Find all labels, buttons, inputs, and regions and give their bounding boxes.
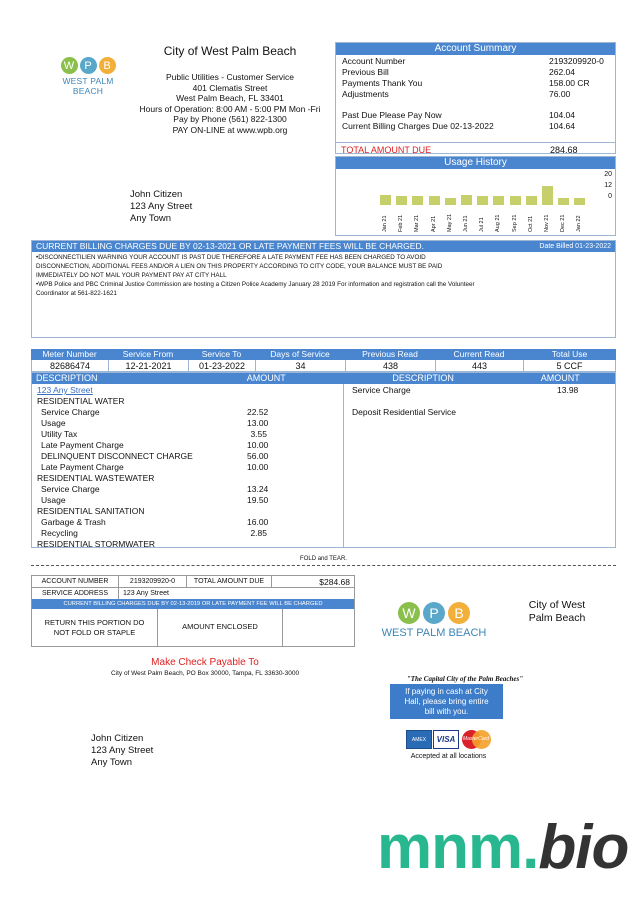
detail-section bbox=[37, 539, 267, 550]
return-portion-text: RETURN THIS PORTION DO NOT FOLD OR STAPLE bbox=[32, 609, 158, 646]
right-deposit-label: Deposit Residential Service bbox=[352, 407, 456, 417]
charge-details bbox=[31, 372, 616, 548]
meter-header: Service From bbox=[122, 349, 174, 359]
usage-month-label: Feb 21 bbox=[398, 214, 405, 232]
header-line: Public Utilities - Customer Service bbox=[165, 72, 294, 82]
fold-label: FOLD and TEAR. bbox=[300, 556, 347, 562]
payment-cards bbox=[406, 730, 492, 749]
notice-line: Coordinator at 561-822-1621 bbox=[36, 290, 117, 297]
payment-stub bbox=[31, 575, 355, 647]
mastercard-icon bbox=[460, 730, 492, 749]
detail-label: RESIDENTIAL WATER bbox=[37, 396, 125, 406]
usage-bar bbox=[412, 196, 423, 205]
detail-row bbox=[37, 495, 267, 506]
logo-text: WEST PALM BEACH bbox=[62, 76, 114, 96]
logo-letter-p: P bbox=[423, 602, 445, 624]
meter-header: Previous Read bbox=[362, 349, 418, 359]
usage-month-label: Jul 21 bbox=[479, 217, 486, 232]
customer-street: 123 Any Street bbox=[91, 745, 154, 756]
customer-street: 123 Any Street bbox=[130, 201, 193, 212]
detail-value: 3.55 bbox=[250, 429, 267, 439]
amount-header-left: AMOUNT bbox=[246, 373, 286, 383]
usage-month-label: Aug 21 bbox=[495, 214, 502, 232]
usage-month-label: May 21 bbox=[446, 213, 453, 232]
amex-card-icon: AMEX bbox=[406, 730, 432, 749]
summary-label: Adjustments bbox=[342, 89, 389, 99]
notice-line: IMMEDIATELY DO NOT MAIL YOUR PAYMENT PAY AT CITY HALL bbox=[36, 272, 227, 279]
detail-label: Recycling bbox=[41, 528, 78, 538]
amount-enclosed-input[interactable] bbox=[283, 609, 354, 646]
right-service-label: Service Charge bbox=[352, 385, 411, 395]
payable-address: City of West Palm Beach, PO Box 30000, Tampa, FL 33630-3000 bbox=[110, 670, 300, 677]
customer-town: Any Town bbox=[130, 213, 172, 224]
detail-rows bbox=[37, 396, 267, 550]
payable-section bbox=[60, 657, 350, 677]
detail-row bbox=[37, 484, 267, 495]
notice-line: DISCONNECTION, ADDITIONAL FEES AND/OR A LIEN ON THIS PROPERTY ACCORDING TO CITY CODE, YOUR BALANCE MUST BE PAID bbox=[36, 263, 443, 270]
detail-label: RESIDENTIAL WASTEWATER bbox=[37, 473, 155, 483]
usage-bar bbox=[477, 196, 488, 205]
watermark-part1: mnm. bbox=[377, 813, 539, 882]
summary-value: 104.64 bbox=[549, 121, 575, 131]
customer-address bbox=[130, 189, 192, 225]
desc-header-left: DESCRIPTION bbox=[36, 373, 98, 383]
detail-value: 56.00 bbox=[247, 451, 269, 461]
meter-table bbox=[31, 349, 616, 372]
watermark bbox=[377, 813, 629, 882]
summary-value: 262.04 bbox=[549, 67, 575, 77]
stub-total-value: $284.68 bbox=[319, 577, 350, 587]
watermark-part2: bio bbox=[538, 813, 629, 882]
detail-value: 10.00 bbox=[247, 440, 269, 450]
detail-value: 13.24 bbox=[247, 484, 269, 494]
meter-header: Meter Number bbox=[42, 349, 97, 359]
usage-bar bbox=[493, 196, 504, 205]
detail-label: RESIDENTIAL SANITATION bbox=[37, 506, 145, 516]
usage-bar bbox=[429, 196, 440, 205]
city-tagline: "The Capital City of the Palm Beaches" bbox=[406, 675, 524, 683]
stub-logo bbox=[380, 602, 488, 639]
notice-line: •WPB Police and PBC Criminal Justice Commission are hosting a Citizen Police Academy January 28 2019 For information and registration call the Volunteer bbox=[36, 281, 475, 288]
desc-header-right: DESCRIPTION bbox=[392, 373, 454, 383]
header-line: Pay by Phone (561) 822-1300 bbox=[173, 114, 287, 124]
summary-label: Payments Thank You bbox=[342, 78, 423, 88]
summary-value: 2193209920-0 bbox=[549, 56, 604, 66]
meter-header: Current Read bbox=[453, 349, 505, 359]
usage-bar bbox=[510, 196, 521, 205]
logo-letter-w: W bbox=[398, 602, 420, 624]
usage-title: Usage History bbox=[336, 157, 615, 169]
summary-label: Past Due Please Pay Now bbox=[342, 110, 442, 120]
service-address-link[interactable]: 123 Any Street bbox=[37, 385, 93, 395]
meter-header: Service To bbox=[201, 349, 242, 359]
right-service-value: 13.98 bbox=[557, 385, 579, 395]
total-due-label: TOTAL AMOUNT DUE bbox=[341, 145, 432, 155]
summary-value: 76.00 bbox=[549, 89, 571, 99]
logo-letter-p: P bbox=[80, 57, 97, 74]
detail-value: 22.52 bbox=[247, 407, 269, 417]
usage-bar bbox=[526, 196, 537, 205]
detail-value: 19.50 bbox=[247, 495, 269, 505]
detail-label: Garbage & Trash bbox=[41, 517, 106, 527]
usage-bar bbox=[542, 186, 553, 206]
detail-label: Late Payment Charge bbox=[41, 440, 124, 450]
stub-service-value: 123 Any Street bbox=[123, 590, 169, 597]
detail-row bbox=[37, 517, 267, 528]
detail-row bbox=[37, 462, 267, 473]
amount-enclosed-label: AMOUNT ENCLOSED bbox=[158, 609, 283, 646]
customer-name: John Citizen bbox=[130, 189, 183, 200]
usage-tick: 20 bbox=[604, 171, 612, 178]
logo-text: WEST PALM BEACH bbox=[381, 627, 487, 639]
detail-value: 16.00 bbox=[247, 517, 269, 527]
usage-bar bbox=[445, 198, 456, 206]
account-summary bbox=[335, 42, 616, 154]
usage-month-label: Dec 21 bbox=[560, 214, 567, 232]
usage-tick: 0 bbox=[608, 193, 612, 200]
payable-title: Make Check Payable To bbox=[151, 657, 259, 668]
billing-notice bbox=[31, 240, 616, 338]
meter-value: 34 bbox=[256, 360, 346, 371]
stub-account-value: 2193209920-0 bbox=[119, 576, 187, 587]
accepted-note: Accepted at all locations bbox=[410, 753, 487, 760]
detail-value bbox=[247, 506, 267, 517]
stub-banner: CURRENT BILLING CHARGES DUE BY 02-13-2019 OR LATE PAYMENT FEE WILL BE CHARGED bbox=[32, 599, 354, 609]
notice-line: •DISCONNECTILIEN WARNING YOUR ACCOUNT IS PAST DUE THEREFORE A LATE PAYMENT FEE HAS BEEN CHARGED TO AVOID bbox=[36, 254, 426, 261]
summary-value: 158.00 CR bbox=[549, 78, 590, 88]
city-logo bbox=[48, 57, 128, 96]
detail-value: 13.00 bbox=[247, 418, 269, 428]
detail-value bbox=[247, 473, 267, 484]
stub-service-label: SERVICE ADDRESS bbox=[32, 588, 119, 599]
usage-bar bbox=[558, 198, 569, 206]
usage-month-label: Nov 21 bbox=[544, 214, 550, 232]
utility-header bbox=[130, 44, 330, 135]
summary-label: Current Billing Charges Due 02-13-2022 bbox=[342, 121, 494, 131]
meter-value: 12-21-2021 bbox=[109, 360, 189, 371]
detail-value: 10.00 bbox=[247, 462, 269, 472]
usage-history bbox=[335, 156, 616, 236]
mastercard-label: MasterCard bbox=[462, 736, 490, 742]
usage-month-label: Jan 22 bbox=[576, 215, 583, 232]
stub-city-name: City of West Palm Beach bbox=[528, 599, 586, 624]
meter-value: 01-23-2022 bbox=[189, 360, 256, 371]
detail-label: Service Charge bbox=[41, 484, 100, 494]
detail-row bbox=[37, 451, 267, 462]
usage-month-label: Sep 21 bbox=[511, 214, 518, 232]
meter-value: 443 bbox=[436, 360, 524, 371]
detail-label: RESIDENTIAL STORMWATER bbox=[37, 539, 156, 549]
detail-section bbox=[37, 506, 267, 517]
detail-label: Service Charge bbox=[41, 407, 100, 417]
summary-value: 104.04 bbox=[549, 110, 575, 120]
usage-month-label: Jan 21 bbox=[382, 215, 388, 232]
usage-month-label: Jun 21 bbox=[463, 215, 469, 232]
meter-value: 5 CCF bbox=[556, 361, 583, 371]
header-line: 401 Clematis Street bbox=[192, 82, 268, 93]
detail-label: Usage bbox=[41, 418, 66, 428]
header-line: West Palm Beach, FL 33401 bbox=[176, 93, 284, 103]
meter-value: 438 bbox=[346, 360, 436, 371]
total-due-row bbox=[335, 142, 616, 157]
detail-value: 2.85 bbox=[250, 528, 267, 538]
meter-value: 82686474 bbox=[32, 360, 109, 371]
summary-title: Account Summary bbox=[336, 43, 615, 55]
meter-header: Total Use bbox=[551, 349, 588, 359]
usage-bar bbox=[396, 196, 407, 205]
customer-town: Any Town bbox=[91, 757, 133, 768]
detail-row bbox=[37, 440, 267, 451]
customer-name: John Citizen bbox=[91, 733, 144, 744]
detail-section bbox=[37, 396, 267, 407]
detail-value bbox=[247, 396, 267, 407]
usage-bar bbox=[380, 195, 391, 206]
notice-header: CURRENT BILLING CHARGES DUE BY 02-13-2021 OR LATE PAYMENT FEES WILL BE CHARGED. bbox=[36, 241, 424, 251]
stub-customer-address bbox=[91, 733, 153, 769]
usage-months bbox=[380, 208, 590, 234]
total-due-value: 284.68 bbox=[550, 145, 578, 155]
fold-line bbox=[31, 565, 616, 566]
detail-label: DELINQUENT DISCONNECT CHARGE bbox=[41, 451, 193, 461]
usage-bar bbox=[574, 198, 585, 206]
stub-account-label: ACCOUNT NUMBER bbox=[32, 576, 119, 587]
summary-label: Previous Bill bbox=[342, 67, 389, 77]
detail-row bbox=[37, 418, 267, 429]
detail-value bbox=[247, 539, 267, 550]
summary-label: Account Number bbox=[342, 56, 406, 66]
usage-month-label: Mar 21 bbox=[414, 214, 421, 232]
page-title: City of West Palm Beach bbox=[163, 44, 297, 58]
usage-bar bbox=[461, 195, 472, 206]
detail-row bbox=[37, 407, 267, 418]
cash-note: If paying in cash at City Hall, please bring entire bill with you. bbox=[390, 684, 503, 719]
detail-section bbox=[37, 473, 267, 484]
logo-letter-b: B bbox=[448, 602, 470, 624]
usage-tick: 12 bbox=[604, 182, 612, 189]
visa-card-icon: VISA bbox=[433, 730, 459, 749]
usage-month-label: Apr 21 bbox=[430, 215, 437, 232]
logo-letter-b: B bbox=[99, 57, 116, 74]
detail-row bbox=[37, 429, 267, 440]
detail-label: Usage bbox=[41, 495, 66, 505]
detail-label: Utility Tax bbox=[41, 429, 78, 439]
detail-row bbox=[37, 528, 267, 539]
amount-header-right: AMOUNT bbox=[540, 373, 580, 383]
detail-label: Late Payment Charge bbox=[41, 462, 124, 472]
header-line: Hours of Operation: 8:00 AM - 5:00 PM Mon -Fri bbox=[139, 103, 321, 114]
header-line: PAY ON-LINE at www.wpb.org bbox=[172, 124, 288, 135]
date-billed: Date Billed 01-23-2022 bbox=[539, 243, 611, 250]
meter-header: Days of Service bbox=[270, 349, 330, 359]
logo-letter-w: W bbox=[61, 57, 78, 74]
usage-month-label: Oct 21 bbox=[527, 215, 534, 232]
usage-bars bbox=[380, 175, 590, 205]
stub-total-label: TOTAL AMOUNT DUE bbox=[187, 576, 272, 587]
